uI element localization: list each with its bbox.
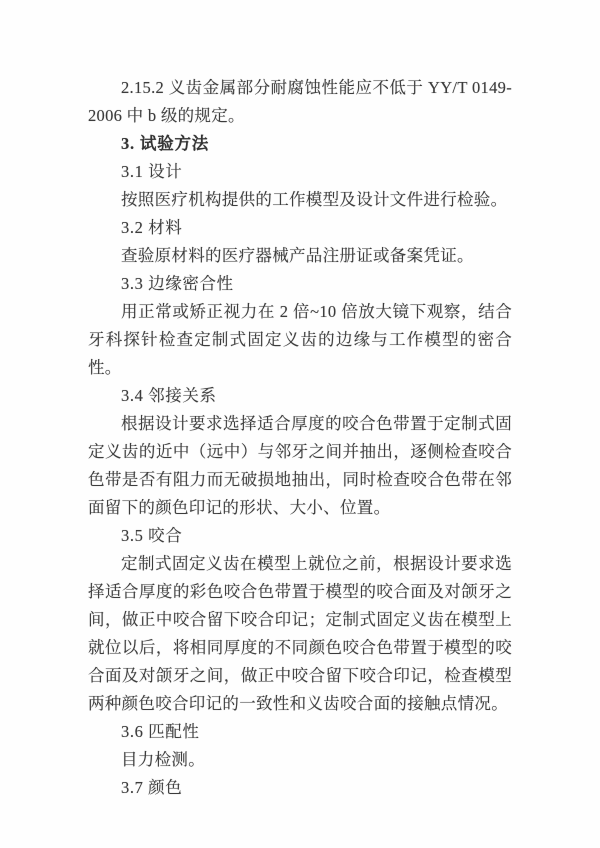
section-heading: 3.4 邻接关系 xyxy=(121,386,217,405)
document-text-block xyxy=(88,74,512,802)
paragraph: 2.15.2 义齿金属部分耐腐蚀性能应不低于 YY/T 0149-2006 中 b 级的规定。 xyxy=(88,78,512,125)
paragraph: 查验原材料的医疗器械产品注册证或备案凭证。 xyxy=(121,246,474,265)
section-heading: 3.3 边缘密合性 xyxy=(121,274,234,293)
paragraph: 定制式固定义齿在模型上就位之前，根据设计要求选择适合厚度的彩色咬合色带置于模型的咬合面及对颌牙之间，做正中咬合留下咬合印记；定制式固定义齿在模型上就位以后，将相同厚度的不同颜色咬合色带置于模型的咬合面及对颌牙之间，做正中咬合留下咬合印记，检查模型两种颜色咬合印记的一致性和义齿咬合面的接触点情况。 xyxy=(88,554,512,713)
section-heading: 3.1 设计 xyxy=(121,162,183,181)
section-heading: 3.6 匹配性 xyxy=(121,722,200,741)
section-heading: 3.5 咬合 xyxy=(121,526,183,545)
section-heading: 3.2 材料 xyxy=(121,218,183,237)
chapter-heading: 3. 试验方法 xyxy=(121,134,210,153)
paragraph: 目力检测。 xyxy=(121,750,205,769)
paragraph: 用正常或矫正视力在 2 倍~10 倍放大镜下观察，结合牙科探针检查定制式固定义齿的边缘与工作模型的密合性。 xyxy=(88,302,512,377)
paragraph: 按照医疗机构提供的工作模型及设计文件进行检验。 xyxy=(121,190,508,209)
section-heading: 3.7 颜色 xyxy=(121,778,183,797)
paragraph: 根据设计要求选择适合厚度的咬合色带置于定制式固定义齿的近中（远中）与邻牙之间并抽出，逐侧检查咬合色带是否有阻力而无破损地抽出，同时检查咬合色带在邻面留下的颜色印记的形状、大小、位置。 xyxy=(88,414,512,517)
